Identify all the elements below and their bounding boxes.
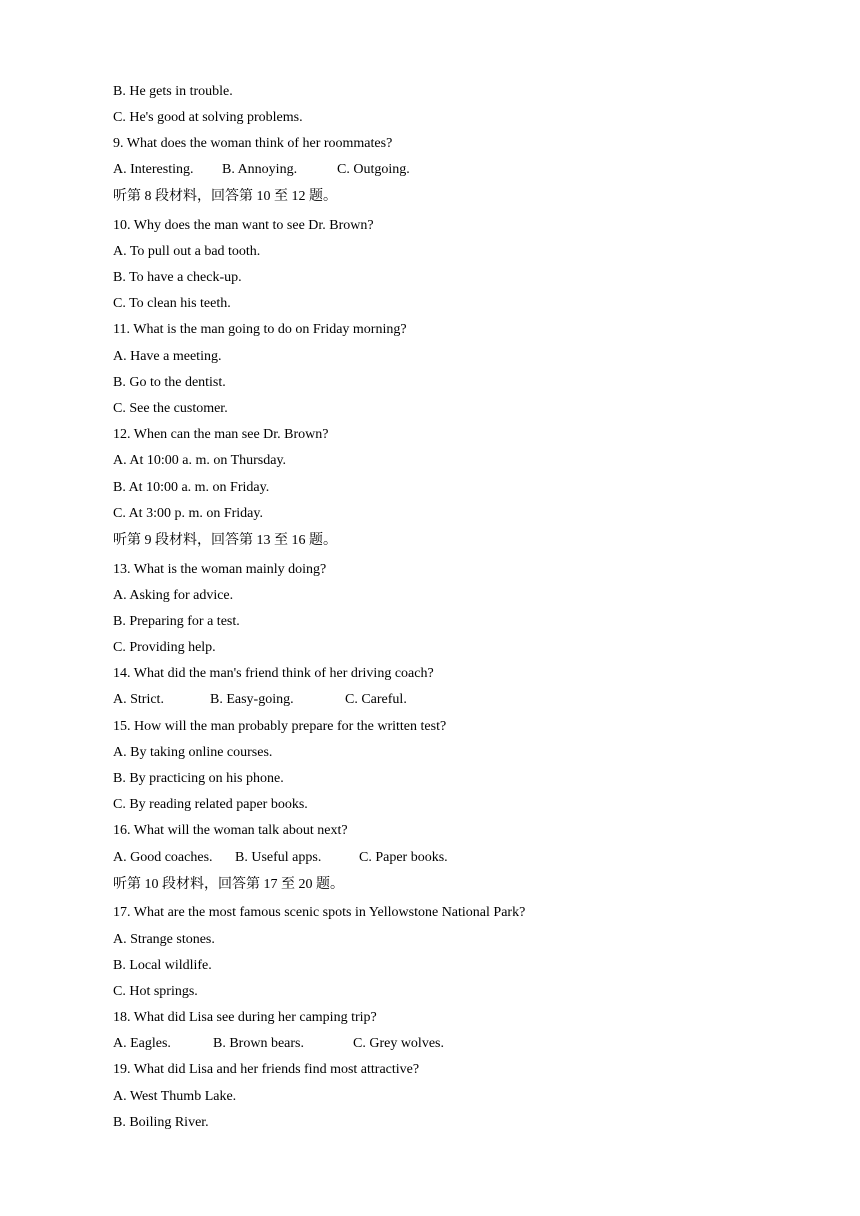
question-11: 11. What is the man going to do on Friday morning? bbox=[113, 322, 407, 337]
option-a-q13: A. Asking for advice. bbox=[113, 588, 234, 603]
option-a-q9: A. Interesting. bbox=[113, 162, 194, 177]
section-heading-10: 听第 10 段材料，回答第 17 至 20 题。 bbox=[113, 877, 344, 892]
option-b-q16: B. Useful apps. bbox=[235, 850, 322, 865]
question-9: 9. What does the woman think of her roommates? bbox=[113, 136, 393, 151]
question-16: 16. What will the woman talk about next? bbox=[113, 823, 348, 838]
question-13: 13. What is the woman mainly doing? bbox=[113, 562, 327, 577]
option-b-q13: B. Preparing for a test. bbox=[113, 614, 240, 629]
option-c-q12: C. At 3:00 p. m. on Friday. bbox=[113, 506, 263, 521]
option-c-q10: C. To clean his teeth. bbox=[113, 296, 231, 311]
section-heading-9: 听第 9 段材料，回答第 13 至 16 题。 bbox=[113, 533, 337, 548]
option-b-q12: B. At 10:00 a. m. on Friday. bbox=[113, 480, 270, 495]
option-c-q17: C. Hot springs. bbox=[113, 984, 198, 999]
option-b-q14: B. Easy-going. bbox=[210, 692, 294, 707]
option-a-q12: A. At 10:00 a. m. on Thursday. bbox=[113, 453, 287, 468]
option-b-q19: B. Boiling River. bbox=[113, 1115, 209, 1130]
question-14: 14. What did the man's friend think of her driving coach? bbox=[113, 666, 434, 681]
option-b-q15: B. By practicing on his phone. bbox=[113, 771, 284, 786]
options-q9 bbox=[113, 161, 410, 179]
question-12: 12. When can the man see Dr. Brown? bbox=[113, 427, 329, 442]
option-c-q15: C. By reading related paper books. bbox=[113, 797, 308, 812]
option-b-q18: B. Brown bears. bbox=[213, 1036, 304, 1051]
option-b-q9: B. Annoying. bbox=[222, 162, 298, 177]
option-b-q11: B. Go to the dentist. bbox=[113, 375, 226, 390]
option-a-q16: A. Good coaches. bbox=[113, 850, 213, 865]
option-a-q14: A. Strict. bbox=[113, 692, 164, 707]
option-c-q8: C. He's good at solving problems. bbox=[113, 110, 303, 125]
option-c-q13: C. Providing help. bbox=[113, 640, 216, 655]
options-q18 bbox=[113, 1035, 444, 1053]
option-a-q19: A. West Thumb Lake. bbox=[113, 1089, 237, 1104]
option-a-q11: A. Have a meeting. bbox=[113, 349, 222, 364]
question-17: 17. What are the most famous scenic spots in Yellowstone National Park? bbox=[113, 905, 526, 920]
option-a-q17: A. Strange stones. bbox=[113, 932, 215, 947]
option-c-q14: C. Careful. bbox=[345, 692, 407, 707]
option-c-q16: C. Paper books. bbox=[359, 850, 448, 865]
question-15: 15. How will the man probably prepare for the written test? bbox=[113, 719, 447, 734]
options-q16 bbox=[113, 849, 448, 867]
option-b-q17: B. Local wildlife. bbox=[113, 958, 212, 973]
option-a-q15: A. By taking online courses. bbox=[113, 745, 273, 760]
option-c-q11: C. See the customer. bbox=[113, 401, 228, 416]
option-c-q18: C. Grey wolves. bbox=[353, 1036, 444, 1051]
option-b-q8: B. He gets in trouble. bbox=[113, 84, 233, 99]
option-b-q10: B. To have a check-up. bbox=[113, 270, 242, 285]
option-a-q10: A. To pull out a bad tooth. bbox=[113, 244, 261, 259]
question-18: 18. What did Lisa see during her camping trip? bbox=[113, 1010, 377, 1025]
question-10: 10. Why does the man want to see Dr. Brown? bbox=[113, 218, 374, 233]
question-19: 19. What did Lisa and her friends find most attractive? bbox=[113, 1062, 420, 1077]
options-q14 bbox=[113, 691, 407, 709]
section-heading-8: 听第 8 段材料，回答第 10 至 12 题。 bbox=[113, 189, 337, 204]
option-a-q18: A. Eagles. bbox=[113, 1036, 171, 1051]
option-c-q9: C. Outgoing. bbox=[337, 162, 410, 177]
